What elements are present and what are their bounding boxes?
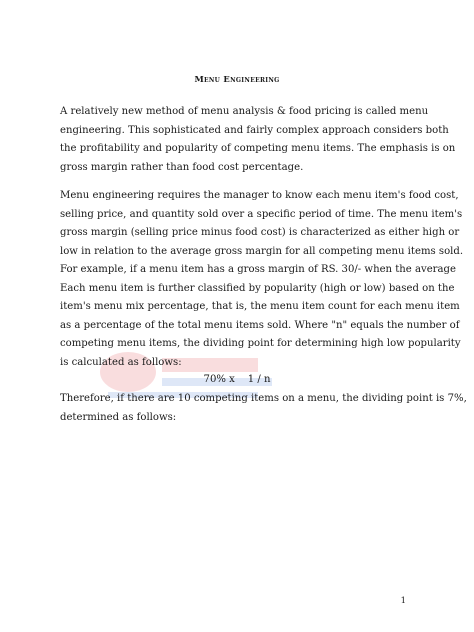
- text-line: item's menu mix percentage, that is, the menu item count for each menu item: [60, 301, 460, 313]
- paragraph-requirements: [60, 187, 464, 261]
- paragraph-example: [60, 261, 461, 373]
- text-line: as a percentage of the total menu items sold. Where "n" equals the number of: [60, 319, 460, 331]
- text-line: Therefore, if there are 10 competing items on a menu, the dividing point is 7%,: [60, 393, 467, 404]
- text-line: For example, if a menu item has a gross margin of RS. 30/- when the average: [60, 264, 456, 275]
- text-line: gross margin (selling price minus food cost) is characterized as either high or: [60, 227, 460, 239]
- text-line: A relatively new method of menu analysis & food pricing is called menu: [60, 106, 429, 117]
- text-line: competing menu items, the dividing point for determining high low popularity: [60, 338, 461, 350]
- text-line: determined as follows:: [60, 411, 177, 423]
- document-title: Menu Engineering: [194, 74, 280, 84]
- text-line: the profitability and popularity of competing menu items. The emphasis is on: [60, 143, 456, 155]
- text-line: Menu engineering requires the manager to know each menu item's food cost,: [60, 190, 459, 201]
- paragraph-conclusion: [60, 390, 467, 427]
- text-line: Each menu item is further classified by popularity (high or low) based on the: [60, 282, 455, 294]
- text-line: is calculated as follows:: [60, 356, 182, 368]
- page-number: 1: [400, 596, 406, 606]
- text-line: low in relation to the average gross margin for all competing menu items sold.: [60, 245, 464, 257]
- popularity-formula: 70% x 1 / n: [203, 374, 271, 385]
- text-line: gross margin rather than food cost percentage.: [60, 161, 304, 173]
- text-line: selling price, and quantity sold over a specific period of time. The menu item's: [60, 208, 463, 220]
- text-line: engineering. This sophisticated and fairly complex approach considers both: [60, 124, 449, 136]
- paragraph-intro: [60, 103, 456, 177]
